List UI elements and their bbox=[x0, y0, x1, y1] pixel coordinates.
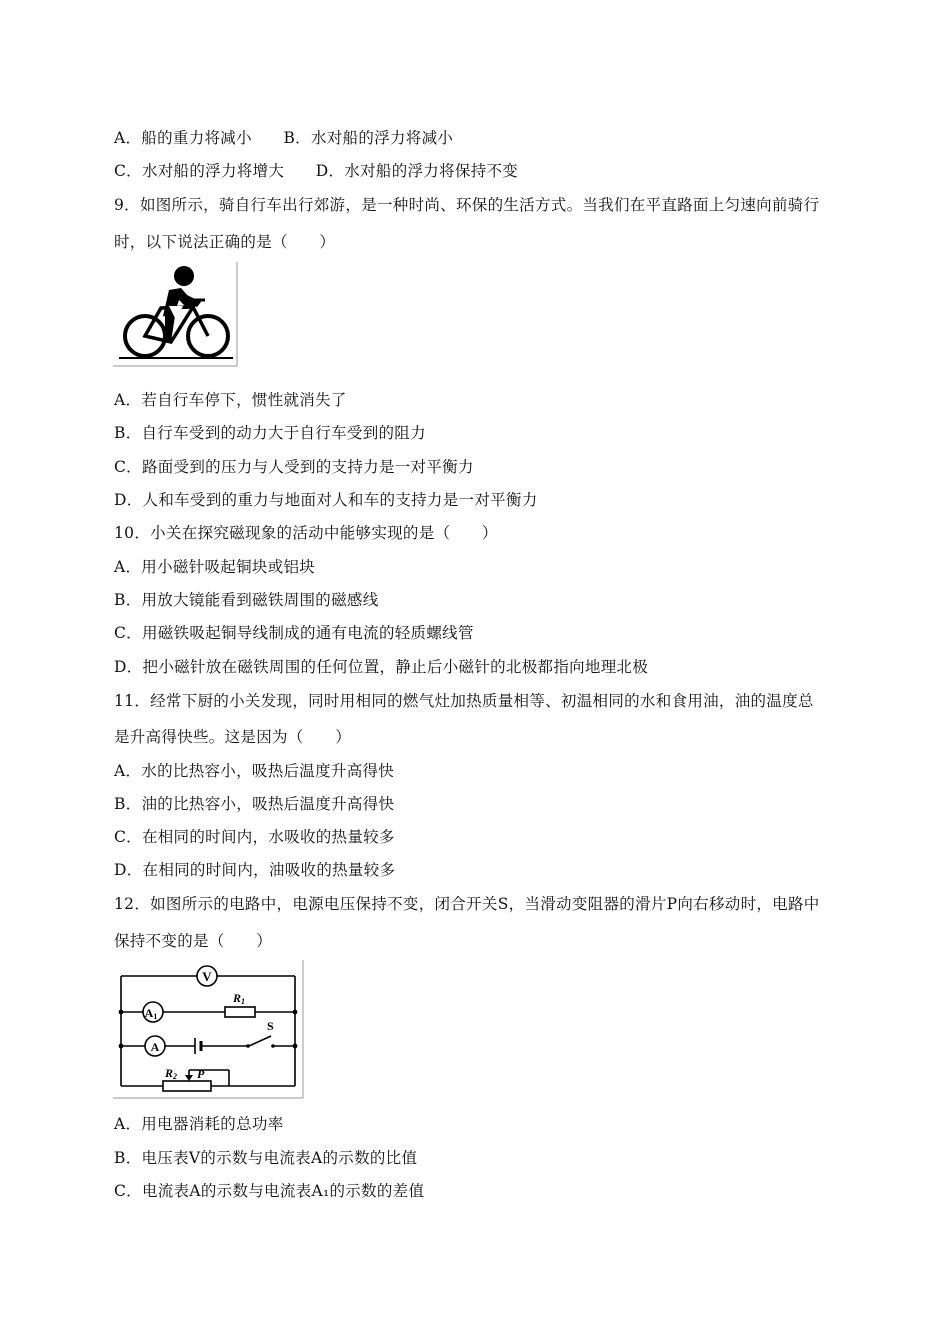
resistor-r1-label: R bbox=[233, 991, 242, 1005]
q10-option-b: B．用放大镜能看到磁铁周围的磁感线 bbox=[114, 591, 379, 609]
q12-option-a: A．用电器消耗的总功率 bbox=[114, 1115, 284, 1133]
svg-text:R2 bbox=[164, 1066, 177, 1081]
ammeter-a1-label: A bbox=[144, 1006, 154, 1020]
q11-option-d: D．在相同的时间内，油吸收的热量较多 bbox=[114, 861, 396, 879]
q11-option-b: B．油的比热容小，吸热后温度升高得快 bbox=[114, 795, 395, 813]
q11-stem-line1: 11．经常下厨的小关发现，同时用相同的燃气灶加热质量相等、初温相同的水和食用油，油的温度总 bbox=[114, 692, 814, 710]
q8-options-cd: C．水对船的浮力将增大 D．水对船的浮力将保持不变 bbox=[114, 162, 519, 180]
q8-options-ab: A．船的重力将减小 B．水对船的浮力将减小 bbox=[114, 129, 454, 147]
q9-option-b: B．自行车受到的动力大于自行车受到的阻力 bbox=[114, 424, 426, 442]
q12-option-b: B．电压表V的示数与电流表A的示数的比值 bbox=[114, 1149, 418, 1167]
slider-label: P bbox=[197, 1067, 205, 1081]
q11-option-a: A．水的比热容小，吸热后温度升高得快 bbox=[114, 762, 395, 780]
q10-option-a: A．用小磁针吸起铜块或铝块 bbox=[114, 558, 316, 576]
q10-option-c: C．用磁铁吸起铜导线制成的通有电流的轻质螺线管 bbox=[114, 624, 474, 642]
q9-option-a: A．若自行车停下，惯性就消失了 bbox=[114, 391, 347, 409]
rheostat-r2-sub: 2 bbox=[173, 1072, 178, 1081]
switch-label: S bbox=[267, 1019, 274, 1033]
svg-text:R1 bbox=[232, 991, 245, 1006]
cyclist-figure bbox=[113, 262, 238, 367]
q11-option-c: C．在相同的时间内，水吸收的热量较多 bbox=[114, 828, 395, 846]
q12-stem-line2: 保持不变的是（ ） bbox=[114, 932, 273, 950]
switch-s bbox=[249, 1036, 271, 1046]
rheostat-r2 bbox=[163, 1081, 211, 1091]
resistor-r1 bbox=[225, 1007, 255, 1017]
ammeter-a-label: A bbox=[150, 1040, 160, 1054]
q12-option-c: C．电流表A的示数与电流表A₁的示数的差值 bbox=[114, 1182, 425, 1200]
q9-stem-line1: 9．如图所示，骑自行车出行郊游，是一种时尚、环保的生活方式。当我们在平直路面上匀速向前骑行 bbox=[114, 196, 820, 214]
voltmeter-label: V bbox=[202, 969, 212, 984]
q12-stem-line1: 12．如图所示的电路中，电源电压保持不变，闭合开关S，当滑动变阻器的滑片P向右移动时，电路中 bbox=[114, 895, 820, 913]
q10-option-d: D．把小磁针放在磁铁周围的任何位置，静止后小磁针的北极都指向地理北极 bbox=[114, 658, 649, 676]
resistor-r1-sub: 1 bbox=[241, 997, 246, 1006]
ammeter-a1-sub: 1 bbox=[153, 1012, 158, 1021]
q9-option-d: D．人和车受到的重力与地面对人和车的支持力是一对平衡力 bbox=[114, 491, 538, 509]
q11-stem-line2: 是升高得快些。这是因为（ ） bbox=[114, 728, 352, 746]
rheostat-r2-label: R bbox=[165, 1066, 174, 1080]
q9-stem-line2: 时，以下说法正确的是（ ） bbox=[114, 233, 336, 251]
circuit-diagram bbox=[113, 960, 305, 1100]
q10-stem: 10．小关在探究磁现象的活动中能够实现的是（ ） bbox=[114, 524, 498, 542]
q9-option-c: C．路面受到的压力与人受到的支持力是一对平衡力 bbox=[114, 458, 474, 476]
